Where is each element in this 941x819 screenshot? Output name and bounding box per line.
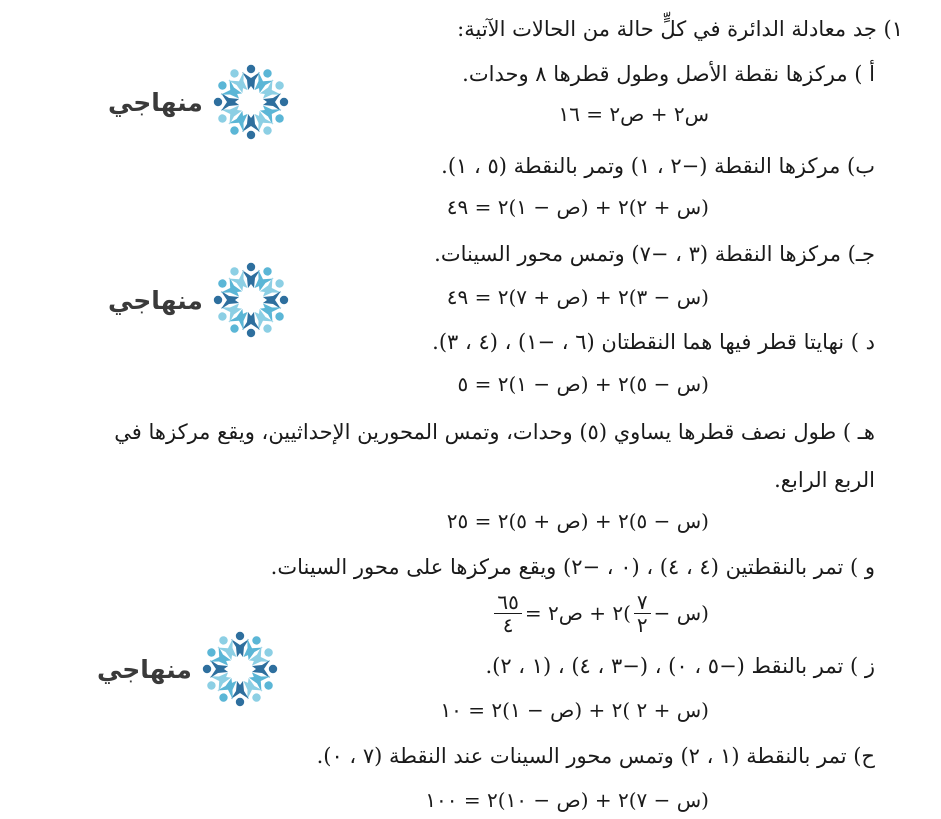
part-a-statement: أ ) مركزها نقطة الأصل وطول قطرها ٨ وحدات. [462,62,875,86]
manhaji-logo [108,60,293,144]
part-f-statement: و ) تمر بالنقطتين (٤ ، ٤) ، (٠ ، −٢) ويقع مركزها على محور السينات. [270,555,875,579]
part-f-frac-den: ٢ [636,612,648,637]
part-f-answer-mid: )٢ + ص٢ = [524,601,631,625]
logo-text: منهاجي [108,285,203,315]
manhaji-logo [97,627,282,711]
part-a-answer: س٢ + ص٢ = ١٦ [558,102,709,126]
part-f-frac-num: ٧ [634,591,651,614]
manhaji-logo [108,258,293,342]
question-heading: ١) جد معادلة الدائرة في كلٍّ حالة من الحالات الآتية: [457,17,903,41]
part-d-statement: د ) نهايتا قطر فيها هما النقطتان (٦ ، −١) ، (٤ ، ٣). [432,330,875,354]
part-h-answer: (س − ٧)٢ + (ص − ١٠)٢ = ١٠٠ [425,788,709,812]
part-c-answer: (س − ٣)٢ + (ص + ٧)٢ = ٤٩ [446,285,709,309]
part-f-rhs-den: ٤ [502,612,514,637]
manhaji-logo-icon [198,627,282,711]
part-e-answer: (س − ٥)٢ + (ص + ٥)٢ = ٢٥ [446,509,709,533]
part-f-answer-pre: (س − [653,601,709,625]
part-e-statement-cont: الربع الرابع. [774,468,875,492]
logo-text: منهاجي [108,87,203,117]
part-e-statement: هـ ) طول نصف قطرها يساوي (٥) وحدات، وتمس المحورين الإحداثيين، ويقع مركزها في [114,420,875,444]
part-f-fraction-rhs [494,591,521,636]
part-c-statement: جـ) مركزها النقطة (٣ ، −٧) وتمس محور السينات. [434,242,875,266]
part-g-statement: ز ) تمر بالنقط (−٥ ، ٠) ، (−٣ ، ٤) ، (١ ، ٢). [485,654,875,678]
part-d-answer: (س − ٥)٢ + (ص − ١)٢ = ٥ [457,372,709,396]
logo-text: منهاجي [97,654,192,684]
part-f-rhs-num: ٦٥ [494,591,521,614]
part-b-answer: (س + ٢)٢ + (ص − ١)٢ = ٤٩ [446,195,709,219]
part-f-answer [491,588,709,638]
part-f-fraction-h [634,591,651,636]
manhaji-logo-icon [209,60,293,144]
part-b-statement: ب) مركزها النقطة (−٢ ، ١) وتمر بالنقطة (٥ ، ١). [441,154,875,178]
part-g-answer: (س + ٢ )٢ + (ص − ١)٢ = ١٠ [440,698,709,722]
part-h-statement: ح) تمر بالنقطة (١ ، ٢) وتمس محور السينات عند النقطة (٧ ، ٠). [316,744,875,768]
manhaji-logo-icon [209,258,293,342]
